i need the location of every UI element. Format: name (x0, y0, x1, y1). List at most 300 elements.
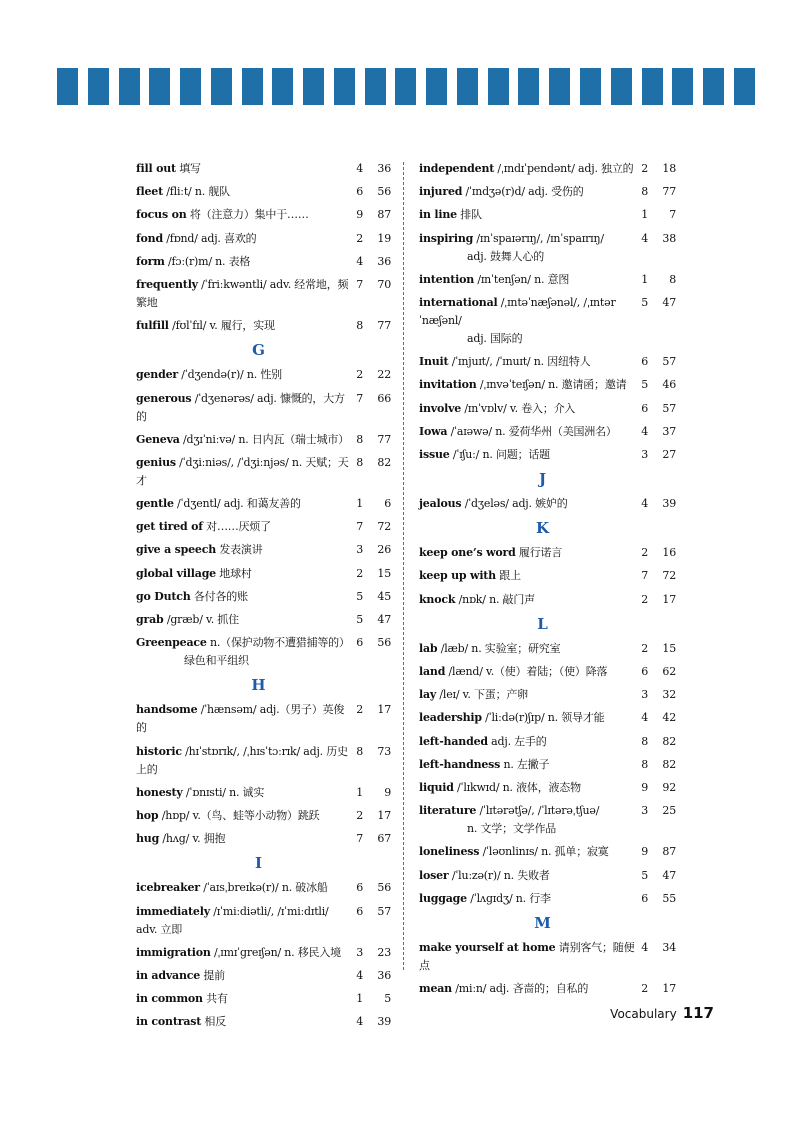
entry-word: immediately (136, 904, 210, 918)
vocab-entry (419, 400, 676, 418)
entry-unit: 9 (641, 845, 648, 859)
entry-unit: 2 (356, 368, 363, 382)
entry-text (419, 423, 676, 441)
header-block (180, 68, 201, 105)
entry-page: 87 (377, 208, 391, 222)
header-block (149, 68, 170, 105)
entry-text (419, 591, 676, 609)
entry-definition: /lænd/ v.（使）着陆；（使）降落 (448, 665, 608, 678)
entry-unit: 8 (641, 757, 648, 771)
entry-unit: 5 (641, 378, 648, 392)
vocab-entry (419, 843, 676, 861)
entry-text (136, 431, 391, 449)
entry-text (136, 541, 391, 559)
entry-word: left-handness (419, 757, 501, 771)
entry-definition: /ˈlʌgɪdʒ/ n. 行李 (470, 891, 551, 905)
vocab-entry (419, 353, 676, 371)
vocab-entry (136, 253, 391, 271)
entry-text (136, 253, 391, 271)
entry-unit: 9 (356, 208, 363, 222)
entry-page: 8 (669, 272, 676, 286)
entry-unit: 7 (356, 520, 363, 534)
page-number: 117 (682, 1004, 714, 1022)
column-divider (403, 162, 404, 970)
entry-word: focus on (136, 208, 187, 222)
entry-definition: 填写 (179, 162, 201, 175)
entry-word: loser (419, 868, 449, 882)
vocab-entry (136, 518, 391, 536)
entry-text (419, 376, 676, 394)
entry-text (419, 353, 676, 371)
entry-unit: 9 (641, 780, 648, 794)
vocab-entry (419, 779, 676, 797)
entry-word: injured (419, 185, 463, 199)
vocab-entry (136, 276, 391, 312)
header-block (580, 68, 601, 105)
entry-page: 77 (377, 432, 391, 446)
vocab-entry (419, 376, 676, 394)
vocab-entry (136, 431, 391, 449)
entry-page: 47 (662, 295, 676, 309)
entry-definition: /ˈfriːkwəntli/ adv. 经常地，频繁地 (136, 277, 349, 309)
entry-definition: 请别客气；随便点 (419, 940, 635, 972)
entry-definition: n.（保护动物不遭猎捕等的） (210, 636, 350, 650)
entry-unit: 3 (356, 543, 363, 557)
entry-word: in contrast (136, 1015, 202, 1029)
entry-word: literature (419, 804, 477, 818)
letter-heading: H (251, 676, 266, 695)
entry-unit: 4 (641, 940, 648, 954)
entry-page: 70 (377, 277, 391, 291)
vocab-entry (136, 611, 391, 629)
entry-page: 19 (377, 231, 391, 245)
entry-page: 32 (662, 688, 676, 702)
entry-word: in advance (136, 968, 201, 982)
entry-page: 77 (377, 319, 391, 333)
vocab-entry (419, 709, 676, 727)
vocab-entry (419, 294, 676, 348)
entry-definition: 将（注意力）集中于…… (189, 208, 309, 222)
entry-text (419, 544, 676, 562)
entry-page: 72 (377, 520, 391, 534)
entry-definition: 跟上 (499, 569, 521, 583)
entry-text (419, 230, 676, 248)
header-block (642, 68, 663, 105)
entry-word: lay (419, 688, 437, 702)
header-block (303, 68, 324, 105)
entry-text (419, 802, 676, 820)
entry-unit: 8 (356, 432, 363, 446)
entry-definition: 对……厌烦了 (206, 520, 271, 534)
entry-definition: /ɪnˈtenʃən/ n. 意图 (477, 272, 570, 286)
vocab-entry (136, 784, 391, 802)
entry-text (419, 400, 676, 418)
header-block (488, 68, 509, 105)
entry-definition: /leɪ/ v. 下蛋；产卵 (439, 688, 528, 702)
entry-definition: /ˈlɪtərətʃə/, /ˈlɪtərəˌtʃuə/ (479, 804, 600, 818)
entry-word: historic (136, 744, 182, 758)
entry-unit: 8 (356, 319, 363, 333)
entry-word: lab (419, 641, 438, 655)
entry-page: 92 (662, 780, 676, 794)
entry-definition: /fɔː(r)m/ n. 表格 (168, 254, 251, 268)
entry-text (136, 944, 391, 962)
vocab-entry (419, 733, 676, 751)
footer-label: Vocabulary (610, 1007, 677, 1021)
entry-word: gentle (136, 497, 174, 511)
vocab-entry (136, 990, 391, 1008)
entry-text (419, 756, 676, 774)
entry-text (419, 206, 676, 224)
entry-definition: /ˈləʊnlinɪs/ n. 孤单；寂寞 (482, 845, 609, 859)
header-block (395, 68, 416, 105)
entry-definition: /ˈdʒiːniəs/, /ˈdʒiːnjəs/ n. 天赋；天才 (136, 455, 349, 487)
entry-definition: /ˈdʒenərəs/ adj. 慷慨的，大方的 (136, 391, 345, 423)
vocab-entry (136, 967, 391, 985)
entry-page: 56 (377, 636, 391, 650)
entry-word: intention (419, 272, 475, 286)
header-block (549, 68, 570, 105)
header-block (242, 68, 263, 105)
entry-page: 17 (662, 982, 676, 996)
entry-definition: 地球村 (219, 566, 252, 580)
vocab-entry (136, 366, 391, 384)
vocab-entry (419, 756, 676, 774)
vocab-entry (419, 867, 676, 885)
entry-definition: n. 左撇子 (503, 757, 550, 771)
entry-unit: 7 (356, 391, 363, 405)
entry-word: issue (419, 447, 450, 461)
letter-heading: M (534, 913, 551, 932)
entry-page: 23 (377, 945, 391, 959)
entry-unit: 8 (356, 744, 363, 758)
entry-text (136, 518, 391, 536)
header-block (518, 68, 539, 105)
entry-text (136, 317, 391, 335)
entry-unit: 4 (356, 254, 363, 268)
vocab-entry (136, 230, 391, 248)
entry-unit: 4 (641, 231, 648, 245)
entry-unit: 4 (641, 711, 648, 725)
entry-unit: 2 (356, 566, 363, 580)
vocab-entry (419, 495, 676, 513)
letter-heading: J (538, 470, 547, 489)
entry-word: handsome (136, 703, 198, 717)
entry-definition: /græb/ v. 抓住 (166, 613, 239, 626)
letter-heading: K (535, 519, 550, 538)
entry-unit: 1 (356, 497, 363, 511)
entry-definition: /ˈɪʃuː/ n. 问题；话题 (452, 447, 550, 461)
header-block (734, 68, 755, 105)
entry-word: loneliness (419, 845, 480, 859)
entry-text (419, 779, 676, 797)
entry-page: 36 (377, 254, 391, 268)
entry-unit: 5 (641, 295, 648, 309)
entry-definition: /ˈdʒeləs/ adj. 嫉妒的 (464, 497, 568, 511)
vocab-entry (419, 939, 676, 975)
entry-word: fleet (136, 185, 163, 199)
entry-page: 39 (377, 1015, 391, 1029)
entry-page: 82 (662, 734, 676, 748)
entry-word: independent (419, 162, 495, 175)
vocab-entry (136, 879, 391, 897)
entry-unit: 6 (356, 904, 363, 918)
entry-unit: 7 (641, 569, 648, 583)
entry-unit: 2 (356, 703, 363, 717)
entry-definition: 各付各的账 (193, 589, 248, 603)
entry-unit: 8 (641, 734, 648, 748)
entry-definition: /ˈɒnɪsti/ n. 诚实 (185, 785, 265, 799)
entry-unit: 3 (641, 688, 648, 702)
entry-text (419, 939, 676, 975)
entry-text (419, 980, 676, 998)
vocab-entry (136, 807, 391, 825)
entry-word: frequently (136, 277, 198, 291)
entry-unit: 2 (356, 231, 363, 245)
entry-definition-continued: adj. 国际的 (467, 331, 523, 345)
vocab-entry (136, 743, 391, 779)
vocab-entry (419, 567, 676, 585)
entry-page: 27 (662, 447, 676, 461)
vocab-entry (419, 230, 676, 266)
entry-page: 87 (662, 845, 676, 859)
header-block (457, 68, 478, 105)
letter-heading: I (254, 854, 263, 873)
vocab-entry (419, 686, 676, 704)
entry-text (419, 567, 676, 585)
vocab-entry (136, 830, 391, 848)
header-block (611, 68, 632, 105)
entry-definition: /ˈdʒentl/ adj. 和蔼友善的 (177, 497, 301, 511)
entry-page: 39 (662, 497, 676, 511)
entry-page: 26 (377, 543, 391, 557)
entry-definition: /fʊlˈfɪl/ v. 履行，实现 (172, 319, 275, 333)
entry-definition: /ˈdʒendə(r)/ n. 性别 (181, 368, 282, 382)
entry-word: in line (419, 208, 457, 222)
entry-word: leadership (419, 711, 482, 725)
entry-page: 36 (377, 968, 391, 982)
vocab-entry (136, 390, 391, 426)
entry-text (419, 446, 676, 464)
vocab-entry (136, 634, 391, 670)
entry-text (419, 663, 676, 681)
vocab-entry (136, 206, 391, 224)
header-block (272, 68, 293, 105)
entry-page: 38 (662, 231, 676, 245)
entry-page: 6 (384, 497, 391, 511)
entry-definition: /ˌɪndɪˈpendənt/ adj. 独立的 (497, 162, 634, 175)
entry-word: gender (136, 368, 178, 382)
entry-page: 34 (662, 940, 676, 954)
entry-definition: /ˈluːzə(r)/ n. 失败者 (451, 868, 550, 882)
entry-definition: /ˈlɪkwɪd/ n. 液体，液态物 (457, 780, 581, 794)
entry-word: international (419, 295, 498, 309)
entry-page: 15 (377, 566, 391, 580)
entry-page: 45 (377, 589, 391, 603)
entry-unit: 1 (641, 272, 648, 286)
vocab-entry (419, 663, 676, 681)
entry-page: 72 (662, 569, 676, 583)
entry-text (419, 686, 676, 704)
entry-unit: 7 (356, 832, 363, 846)
entry-word: keep up with (419, 569, 496, 583)
vocab-entry (419, 271, 676, 289)
entry-text (419, 640, 676, 658)
entry-unit: 4 (356, 162, 363, 175)
entry-word: fill out (136, 162, 176, 175)
entry-definition: /fliːt/ n. 舰队 (166, 185, 230, 199)
entry-word: hop (136, 808, 159, 822)
entry-text (419, 843, 676, 861)
entry-word: go Dutch (136, 589, 191, 603)
entry-text (419, 271, 676, 289)
entry-word: jealous (419, 497, 462, 511)
vocab-entry (419, 544, 676, 562)
entry-word: Geneva (136, 432, 180, 446)
entry-unit: 6 (641, 665, 648, 678)
entry-text (136, 701, 391, 737)
entry-page: 56 (377, 185, 391, 199)
entry-word: fond (136, 231, 163, 245)
entry-unit: 8 (641, 185, 648, 199)
entry-word: honesty (136, 785, 183, 799)
entry-unit: 2 (641, 982, 648, 996)
vocab-entry (136, 944, 391, 962)
entry-definition: /nɒk/ n. 敲门声 (458, 592, 535, 606)
entry-definition: /hɪˈstɒrɪk/, /ˌhɪsˈtɔːrɪk/ adj. 历史上的 (136, 744, 348, 776)
entry-text (136, 903, 391, 939)
entry-definition: 相反 (204, 1015, 227, 1029)
entry-word: give a speech (136, 543, 217, 557)
entry-page: 56 (377, 881, 391, 895)
entry-definition: /ˈhænsəm/ adj.（男子）英俊的 (136, 703, 345, 735)
entry-page: 73 (377, 744, 391, 758)
entry-word: keep one’s word (419, 546, 516, 560)
entry-unit: 4 (641, 497, 648, 511)
header-block (365, 68, 386, 105)
letter-heading: L (537, 614, 548, 633)
header-block (703, 68, 724, 105)
vocab-entry (136, 495, 391, 513)
vocab-entry (419, 446, 676, 464)
entry-text (419, 294, 676, 330)
vocab-entry (136, 160, 391, 178)
entry-page: 15 (662, 641, 676, 655)
entry-unit: 2 (641, 546, 648, 560)
entry-unit: 5 (641, 868, 648, 882)
entry-unit: 5 (356, 613, 363, 626)
entry-page: 82 (662, 757, 676, 771)
vocabulary-column-right (419, 160, 676, 1003)
entry-word: form (136, 254, 165, 268)
vocab-entry (136, 183, 391, 201)
vocab-entry (136, 565, 391, 583)
entry-word: generous (136, 391, 192, 405)
entry-definition: /ɪnˈvɒlv/ v. 卷入；介入 (464, 401, 576, 415)
entry-word: global village (136, 566, 216, 580)
entry-word: make yourself at home (419, 940, 556, 954)
vocab-entry (136, 1013, 391, 1031)
entry-page: 46 (662, 378, 676, 392)
entry-unit: 6 (356, 636, 363, 650)
entry-definition: /ˈliːdə(r)ʃɪp/ n. 领导才能 (485, 711, 605, 725)
vocab-entry (419, 980, 676, 998)
entry-text (136, 276, 391, 312)
entry-word: luggage (419, 891, 467, 905)
entry-word: icebreaker (136, 881, 200, 895)
entry-unit: 4 (356, 968, 363, 982)
entry-definition: /ˌɪmɪˈgreɪʃən/ n. 移民入境 (213, 945, 341, 959)
entry-page: 7 (669, 208, 676, 222)
entry-text (419, 183, 676, 201)
entry-page: 57 (377, 904, 391, 918)
entry-text (136, 588, 391, 606)
entry-word: left-handed (419, 734, 488, 748)
entry-word: genius (136, 455, 176, 469)
entry-definition: /ˈaɪsˌbreɪkə(r)/ n. 破冰船 (203, 881, 328, 895)
entry-word: Iowa (419, 424, 448, 438)
entry-text (136, 454, 391, 490)
entry-word: immigration (136, 945, 211, 959)
entry-word: mean (419, 982, 452, 996)
entry-text (136, 990, 391, 1008)
entry-text (136, 230, 391, 248)
entry-definition: /hɒp/ v.（鸟、蛙等小动物）跳跃 (161, 808, 320, 822)
entry-page: 18 (662, 162, 676, 175)
entry-unit: 8 (356, 455, 363, 469)
entry-page: 17 (377, 808, 391, 822)
vocab-entry (419, 640, 676, 658)
entry-page: 9 (384, 785, 391, 799)
vocab-entry (136, 317, 391, 335)
vocabulary-column-left (136, 160, 391, 1036)
entry-definition: /ˈaɪəwə/ n. 爱荷华州（美国洲名） (450, 424, 617, 438)
header-block (57, 68, 78, 105)
entry-unit: 3 (641, 447, 648, 461)
entry-page: 47 (377, 613, 391, 626)
vocab-entry (136, 903, 391, 939)
vocab-entry (136, 588, 391, 606)
header-block (672, 68, 693, 105)
entry-word: land (419, 665, 446, 678)
entry-word: Greenpeace (136, 636, 207, 650)
entry-text (136, 1013, 391, 1031)
entry-page: 25 (662, 804, 676, 818)
entry-unit: 1 (641, 208, 648, 222)
entry-definition: 履行诺言 (518, 546, 563, 560)
entry-definition: /hʌg/ v. 拥抱 (162, 832, 226, 846)
header-block (211, 68, 232, 105)
entry-text (419, 867, 676, 885)
vocab-entry (419, 890, 676, 908)
entry-text (136, 390, 391, 426)
entry-page: 16 (662, 546, 676, 560)
entry-definition: /ɪˈmiːdiətli/, /ɪˈmiːdɪtli/ adv. 立即 (136, 904, 329, 936)
entry-unit: 4 (641, 424, 648, 438)
entry-definition: /ˈɪnjuɪt/, /ˈɪnuɪt/ n. 因纽特人 (451, 355, 591, 369)
header-block (88, 68, 109, 105)
entry-unit: 6 (641, 401, 648, 415)
entry-text (136, 366, 391, 384)
entry-text (136, 967, 391, 985)
entry-word: fulfill (136, 319, 169, 333)
entry-text (136, 807, 391, 825)
entry-page: 55 (662, 891, 676, 905)
header-block (334, 68, 355, 105)
entry-definition: 排队 (460, 208, 482, 222)
entry-page: 22 (377, 368, 391, 382)
entry-definition-continued: adj. 鼓舞人心的 (467, 249, 545, 263)
